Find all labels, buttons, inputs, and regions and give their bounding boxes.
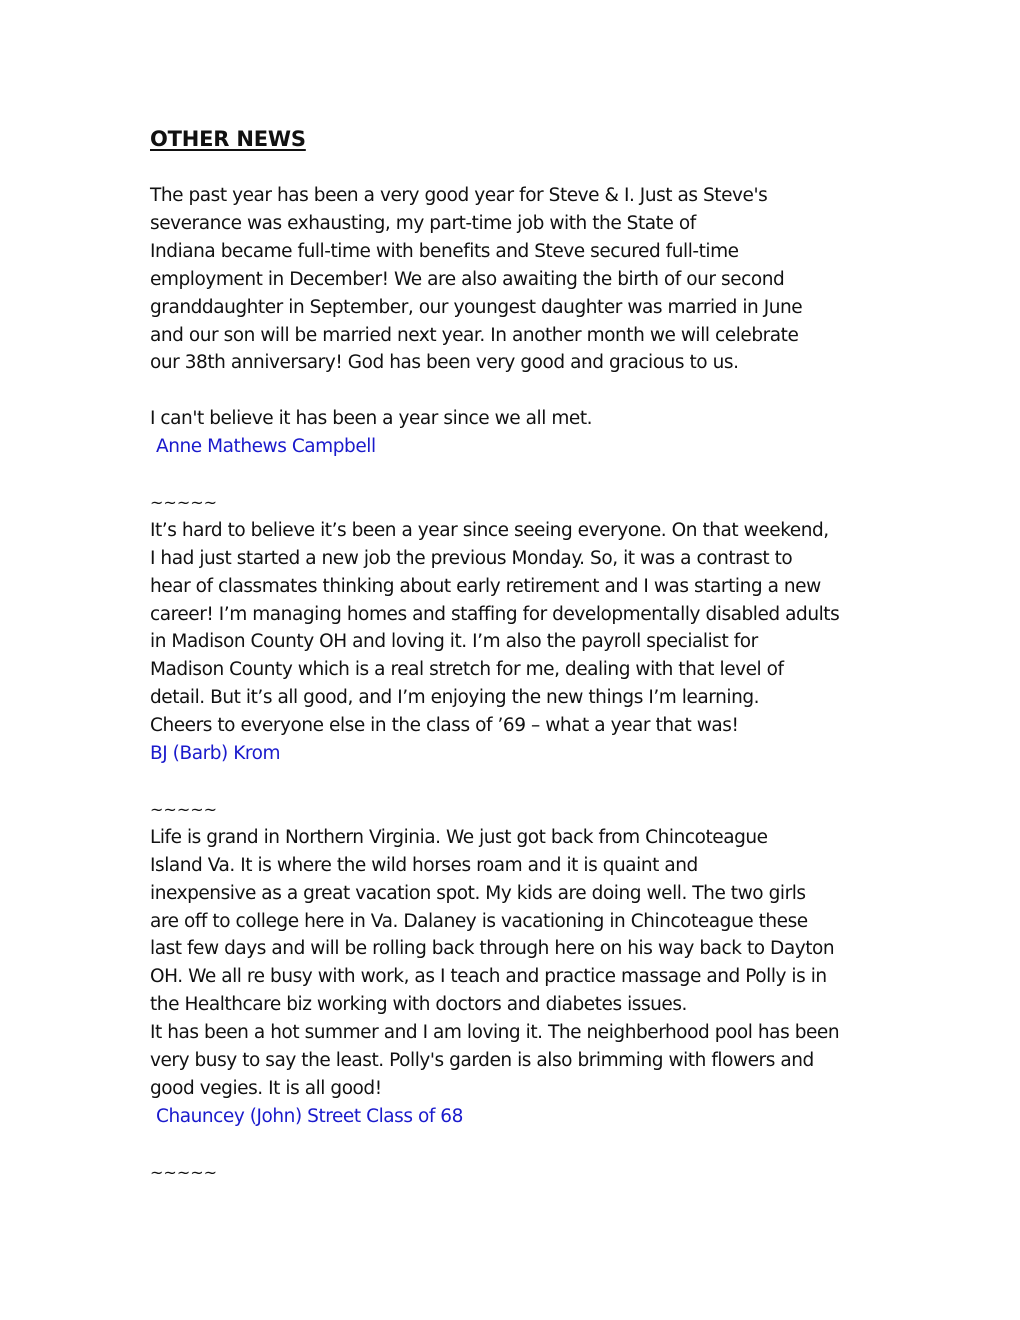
separator-2: ~~~~~ (150, 799, 218, 819)
entry-3-line-5: last few days and will be rolling back through here on his way back to Dayton (150, 938, 835, 960)
entry-1-signature: Anne Mathews Campbell (156, 436, 376, 458)
separator-3: ~~~~~ (150, 1162, 218, 1182)
entry-1-line-7: our 38th anniversary! God has been very good and gracious to us. (150, 352, 739, 374)
entry-1-line-4: employment in December! We are also awaiting the birth of our second (150, 268, 785, 290)
entry-3-signature: Chauncey (John) Street Class of 68 (156, 1105, 463, 1127)
entry-3-line-6: OH. We all re busy with work, as I teach and practice massage and Polly is in (150, 966, 827, 988)
entry-3-line-3: inexpensive as a great vacation spot. My kids are doing well. The two girls (150, 882, 806, 904)
document-page (150, 124, 890, 1187)
entry-1-line-9: I can't believe it has been a year since we all met. (150, 408, 593, 430)
entry-1-line-6: and our son will be married next year. In another month we will celebrate (150, 324, 799, 346)
entry-2-line-6: Madison County which is a real stretch for me, dealing with that level of (150, 659, 784, 681)
blank-line (150, 768, 890, 796)
entry-1-line-5: granddaughter in September, our youngest daughter was married in June (150, 296, 803, 318)
entry-2-line-5: in Madison County OH and loving it. I’m also the payroll specialist for (150, 631, 758, 653)
entry-2-line-8: Cheers to everyone else in the class of ’69 – what a year that was! (150, 715, 739, 737)
entry-3-line-10: good vegies. It is all good! (150, 1077, 382, 1099)
entry-1-line-1: The past year has been a very good year for Steve & I. Just as Steve's (150, 185, 768, 206)
entry-3-line-7: the Healthcare biz working with doctors and diabetes issues. (150, 994, 687, 1016)
entry-1-line-2: severance was exhausting, my part-time job with the State of (150, 212, 696, 234)
blank-line (150, 1131, 890, 1159)
entry-2-signature: BJ (Barb) Krom (150, 743, 281, 765)
entry-1-line-3: Indiana became full-time with benefits and Steve secured full-time (150, 240, 739, 262)
news-entry-2 (150, 517, 890, 768)
entry-2-line-7: detail. But it’s all good, and I’m enjoying the new things I’m learning. (150, 687, 760, 709)
entry-3-line-2: Island Va. It is where the wild horses roam and it is quaint and (150, 854, 698, 876)
entry-3-line-9: very busy to say the least. Polly's garden is also brimming with flowers and (150, 1050, 814, 1072)
entry-3-line-1: Life is grand in Northern Virginia. We just got back from Chincoteague (150, 826, 768, 848)
entry-3-line-8: It has been a hot summer and I am loving it. The neighberhood pool has been (150, 1022, 840, 1044)
entry-2-line-4: career! I’m managing homes and staffing for developmentally disabled adults (150, 603, 840, 625)
entry-2-line-3: hear of classmates thinking about early retirement and I was starting a new (150, 575, 821, 597)
entry-2-line-2: I had just started a new job the previous Monday. So, it was a contrast to (150, 547, 793, 569)
blank-line (150, 461, 890, 489)
blank-line (150, 377, 890, 405)
entry-2-line-1: It’s hard to believe it’s been a year since seeing everyone. On that weekend, (150, 519, 829, 541)
news-entry-1 (150, 182, 890, 461)
separator-1: ~~~~~ (150, 492, 218, 512)
entry-3-line-4: are off to college here in Va. Dalaney is vacationing in Chincoteague these (150, 910, 808, 932)
news-entry-3 (150, 824, 890, 1131)
page-heading: OTHER NEWS (150, 127, 306, 151)
